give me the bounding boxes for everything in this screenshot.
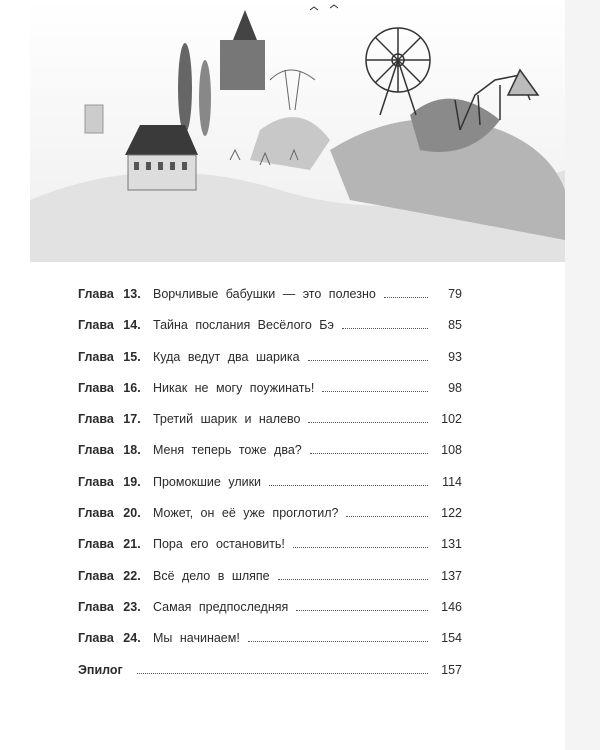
toc-entry-24[interactable] [78, 631, 462, 662]
chapter-label: Глава 22. [78, 568, 141, 583]
dot-leader [137, 673, 428, 674]
chapter-label: Глава 13. [78, 287, 141, 301]
dot-leader [269, 485, 428, 486]
table-of-contents [78, 287, 462, 694]
toc-entry-16[interactable] [78, 381, 462, 412]
dot-leader [248, 641, 428, 642]
toc-entry-21[interactable] [78, 537, 462, 568]
dot-leader [346, 516, 428, 517]
chapter-label: Глава 18. [78, 443, 141, 458]
chapter-title: Никак не могу поужинать! [153, 380, 315, 395]
dot-leader [296, 610, 428, 611]
toc-entry-14[interactable] [78, 318, 462, 349]
toc-entry-17[interactable] [78, 412, 462, 443]
chapter-title: Промокшие улики [153, 474, 262, 489]
chapter-label: Глава 20. [78, 506, 141, 521]
dot-leader [322, 391, 428, 392]
toc-entry-epilogue[interactable] [78, 663, 462, 694]
toc-entry-13[interactable] [78, 287, 462, 318]
page-number: 146 [441, 599, 462, 614]
chapter-title: Мы начинаем! [153, 631, 240, 646]
chapter-title: Может, он её уже проглотил? [153, 506, 339, 521]
toc-entry-18[interactable] [78, 443, 462, 474]
dot-leader [308, 422, 428, 423]
page-number: 114 [442, 474, 462, 489]
page-number: 131 [441, 537, 462, 552]
dot-leader [310, 453, 428, 454]
dot-leader [384, 297, 428, 298]
toc-entry-22[interactable] [78, 569, 462, 600]
chapter-title: Самая предпоследняя [153, 599, 289, 614]
page-edge [565, 0, 600, 750]
chapter-label: Глава 24. [78, 631, 141, 646]
chapter-label: Глава 16. [78, 380, 141, 395]
dot-leader [308, 360, 428, 361]
page-number: 98 [448, 380, 462, 395]
chapter-label: Глава 14. [78, 318, 141, 333]
page-number: 79 [448, 287, 462, 301]
chapter-label: Глава 19. [78, 474, 141, 489]
dot-leader [293, 547, 428, 548]
chapter-title: Куда ведут два шарика [153, 349, 300, 364]
page-number: 108 [441, 443, 462, 458]
toc-entry-23[interactable] [78, 600, 462, 631]
dot-leader [278, 579, 428, 580]
chapter-title: Пора его остановить! [153, 537, 285, 552]
page-number: 93 [448, 349, 462, 364]
epilogue-label: Эпилог [78, 662, 123, 677]
page-number: 137 [441, 568, 462, 583]
chapter-title: Ворчливые бабушки — это полезно [153, 287, 376, 301]
chapter-title: Третий шарик и налево [153, 412, 301, 427]
toc-entry-20[interactable] [78, 506, 462, 537]
page-number: 85 [448, 318, 462, 333]
chapter-label: Глава 15. [78, 349, 141, 364]
chapter-label: Глава 23. [78, 599, 141, 614]
landscape-illustration [30, 0, 565, 262]
chapter-title: Меня теперь тоже два? [153, 443, 302, 458]
dot-leader [342, 328, 428, 329]
chapter-label: Глава 17. [78, 412, 141, 427]
page-number: 102 [441, 412, 462, 427]
chapter-label: Глава 21. [78, 537, 141, 552]
page-number: 157 [441, 662, 462, 677]
page-number: 122 [441, 506, 462, 521]
chapter-title: Всё дело в шляпе [153, 568, 270, 583]
toc-entry-19[interactable] [78, 475, 462, 506]
chapter-title: Тайна послания Весёлого Бэ [153, 318, 334, 333]
page-number: 154 [441, 631, 462, 646]
toc-entry-15[interactable] [78, 350, 462, 381]
